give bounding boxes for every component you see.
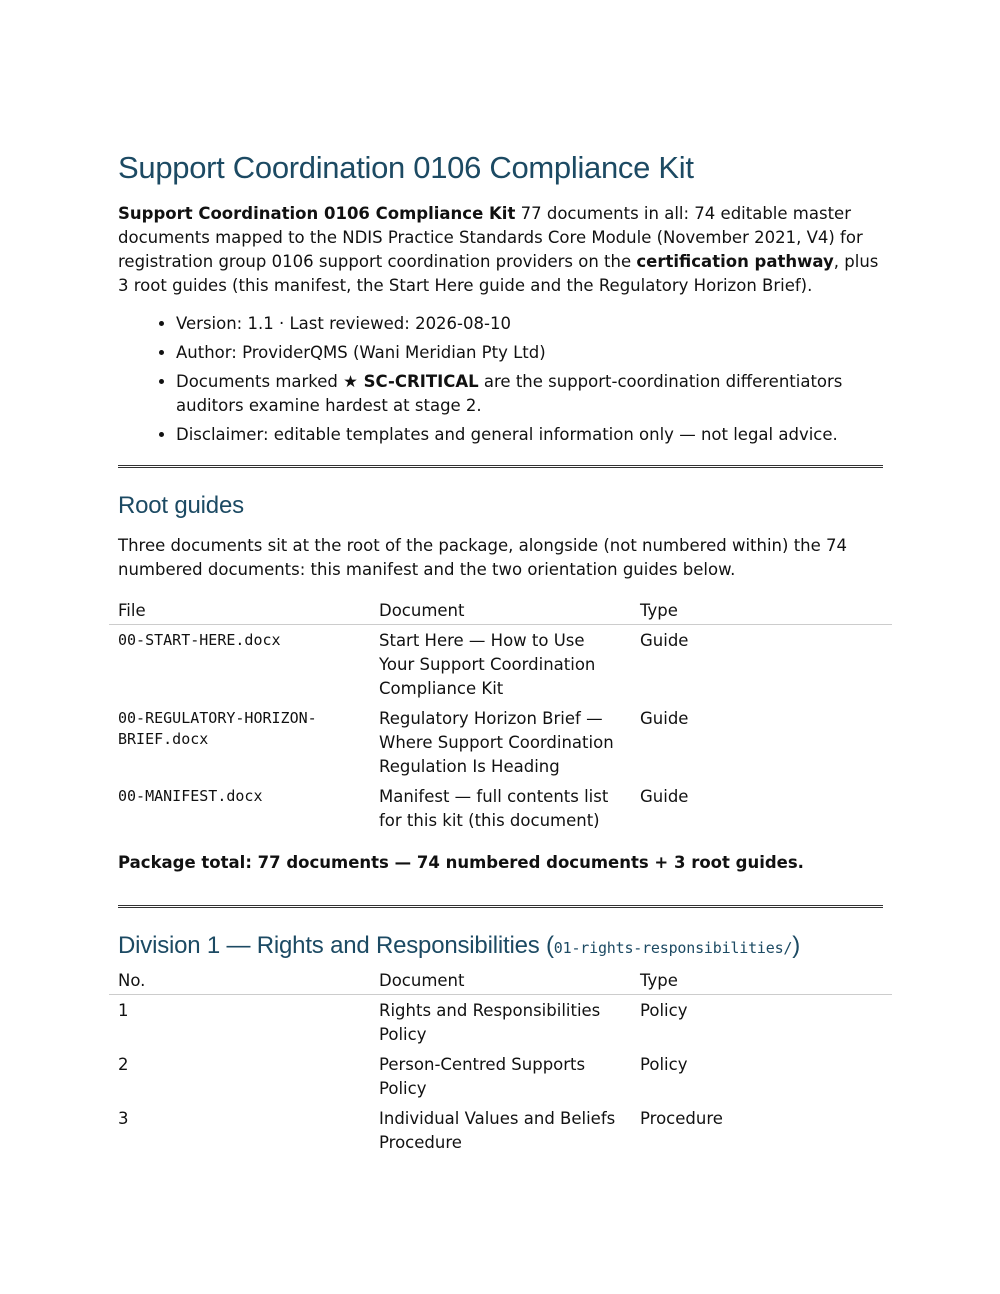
author-text: Author: ProviderQMS (Wani Meridian Pty Ltd): [176, 343, 546, 362]
division-1-folder-path: 01-rights-responsibilities/: [553, 939, 793, 957]
section-divider: [118, 465, 883, 468]
critical-post-text: are the support-coordination differentiators auditors examine hardest at stage 2.: [176, 372, 843, 415]
document-type: Procedure: [640, 1109, 723, 1128]
metadata-list: [118, 312, 883, 447]
column-header-document: Document: [370, 968, 631, 995]
division-1-heading-close: ): [792, 932, 801, 959]
critical-pre-text: Documents marked: [176, 372, 344, 391]
document-type: Policy: [640, 1055, 688, 1074]
section-divider: [118, 905, 883, 908]
column-header-document: Document: [370, 598, 631, 625]
document-title: Person-Centred Supports Policy: [379, 1055, 586, 1098]
table-row: [109, 703, 892, 781]
table-row: [109, 995, 892, 1050]
critical-item: [176, 370, 883, 418]
root-guides-heading: Root guides: [118, 492, 244, 519]
document-type: Guide: [640, 787, 689, 806]
intro-bold-lead: Support Coordination 0106 Compliance Kit: [118, 204, 516, 223]
column-header-type: Type: [631, 598, 892, 625]
page-title: Support Coordination 0106 Compliance Kit: [118, 150, 694, 185]
intro-text-b: , plus 3 root guides (this manifest, the Start Here guide and the Regulatory Horizon Brief).: [118, 252, 879, 295]
file-name: 00-START-HERE.docx: [118, 631, 281, 649]
document-number: 2: [118, 1055, 129, 1074]
document-type: Policy: [640, 1001, 688, 1020]
intro-bold-pathway: certification pathway: [636, 252, 834, 271]
file-name: 00-MANIFEST.docx: [118, 787, 263, 805]
file-name: 00-REGULATORY-HORIZON-BRIEF.docx: [118, 709, 317, 748]
intro-text-a: 77 documents in all: 74 editable master documents mapped to the NDIS Practice Standards Core Module (November 2021, V4) for registration group 0106 support coordination providers on the: [118, 204, 863, 271]
document-title: Rights and Responsibilities Policy: [379, 1001, 601, 1044]
disclaimer-item: [176, 423, 883, 447]
root-guides-table: [109, 598, 892, 835]
version-item: [176, 312, 883, 336]
document-title: Regulatory Horizon Brief — Where Support Coordination Regulation Is Heading: [379, 709, 614, 776]
table-row: [109, 781, 892, 835]
division-1-heading: [118, 932, 883, 960]
table-header-row: [109, 598, 892, 625]
table-row: [109, 1103, 892, 1157]
disclaimer-text: Disclaimer: editable templates and general information only — not legal advice.: [176, 425, 838, 444]
table-header-row: [109, 968, 892, 995]
sc-critical-marker: ★ SC-CRITICAL: [343, 372, 479, 391]
root-guides-description: Three documents sit at the root of the package, alongside (not numbered within) the 74 numbered documents: this manifest and the two orientation guides below.: [118, 536, 848, 579]
document-title: Manifest — full contents list for this kit (this document): [379, 787, 609, 830]
division-1-heading-text: Division 1 — Rights and Responsibilities (: [118, 932, 554, 959]
document-type: Guide: [640, 709, 689, 728]
column-header-file: File: [109, 598, 370, 625]
document-number: 1: [118, 1001, 129, 1020]
document-type: Guide: [640, 631, 689, 650]
intro-paragraph: [118, 202, 883, 298]
column-header-type: Type: [631, 968, 892, 995]
document-title: Start Here — How to Use Your Support Coordination Compliance Kit: [379, 631, 596, 698]
document-number: 3: [118, 1109, 129, 1128]
package-total: Package total: 77 documents — 74 numbered documents + 3 root guides.: [118, 853, 804, 872]
version-text: Version: 1.1 · Last reviewed: 2026-08-10: [176, 314, 511, 333]
document-title: Individual Values and Beliefs Procedure: [379, 1109, 616, 1152]
document-body: [118, 150, 883, 1157]
table-row: [109, 1049, 892, 1103]
author-item: [176, 341, 883, 365]
column-header-number: No.: [109, 968, 370, 995]
division-1-table: [109, 968, 892, 1157]
table-row: [109, 625, 892, 704]
